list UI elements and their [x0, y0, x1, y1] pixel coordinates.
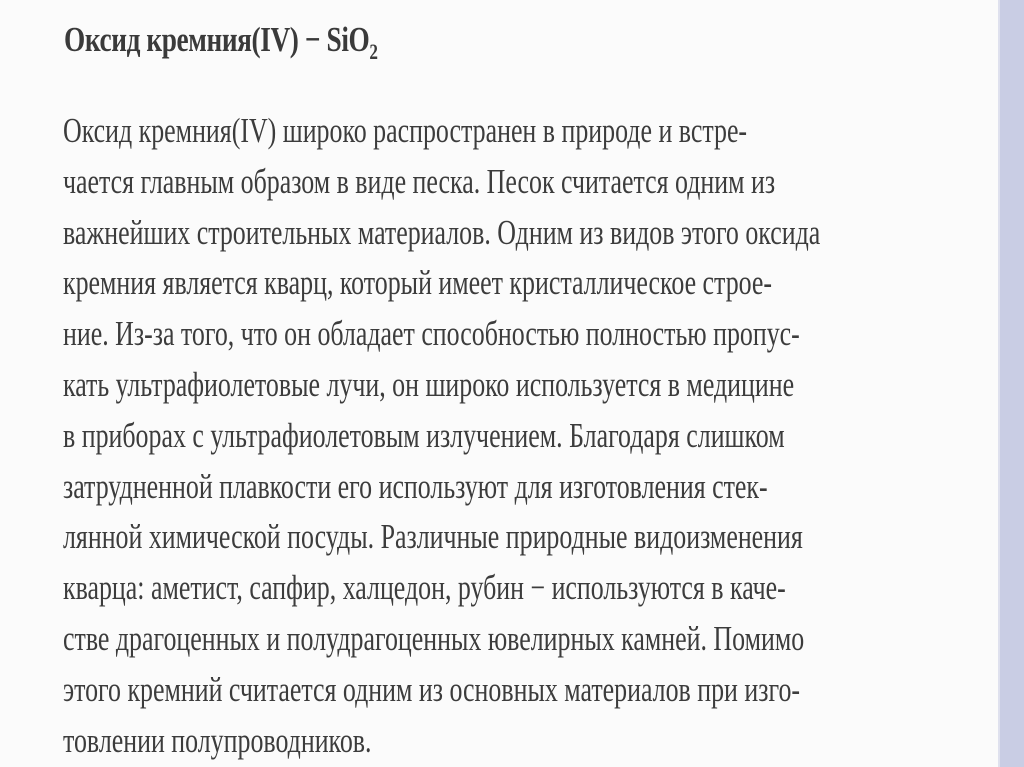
- paragraph-line: кремния является кварц, который имеет кристаллическое строе-: [63, 263, 773, 303]
- paragraph-line: кать ультрафиолетовые лучи, он широко используется в медицине: [63, 364, 795, 404]
- paragraph-line: кварца: аметист, сапфир, халцедон, рубин − используются в каче-: [63, 568, 786, 608]
- paragraph: [63, 106, 1024, 766]
- heading-text: Оксид кремния(IV) − SiO: [64, 20, 370, 59]
- side-stripe: [1000, 0, 1024, 767]
- slide-heading: [64, 20, 378, 65]
- paragraph-line: в приборах с ультрафиолетовым излучением. Благодаря слишком: [63, 415, 785, 455]
- paragraph-line: Оксид кремния(IV) широко распространен в природе и встре-: [63, 111, 748, 150]
- paragraph-line: лянной химической посуды. Различные природные видоизменения: [63, 517, 803, 557]
- paragraph-line: чается главным образом в виде песка. Песок считается одним из: [63, 161, 776, 201]
- paragraph-line: этого кремний считается одним из основных материалов при изго-: [63, 669, 801, 709]
- paragraph-line: важнейших строительных материалов. Одним из видов этого оксида: [63, 212, 821, 252]
- paragraph-line: стве драгоценных и полудрагоценных ювелирных камней. Помимо: [63, 618, 805, 658]
- paragraph-line: ние. Из-за того, что он обладает способностью полностью пропус-: [63, 314, 800, 354]
- paragraph-line: затрудненной плавкости его используют для изготовления стек-: [63, 466, 768, 506]
- heading-subscript: 2: [369, 39, 378, 64]
- paragraph-line: товлении полупроводников.: [63, 720, 372, 760]
